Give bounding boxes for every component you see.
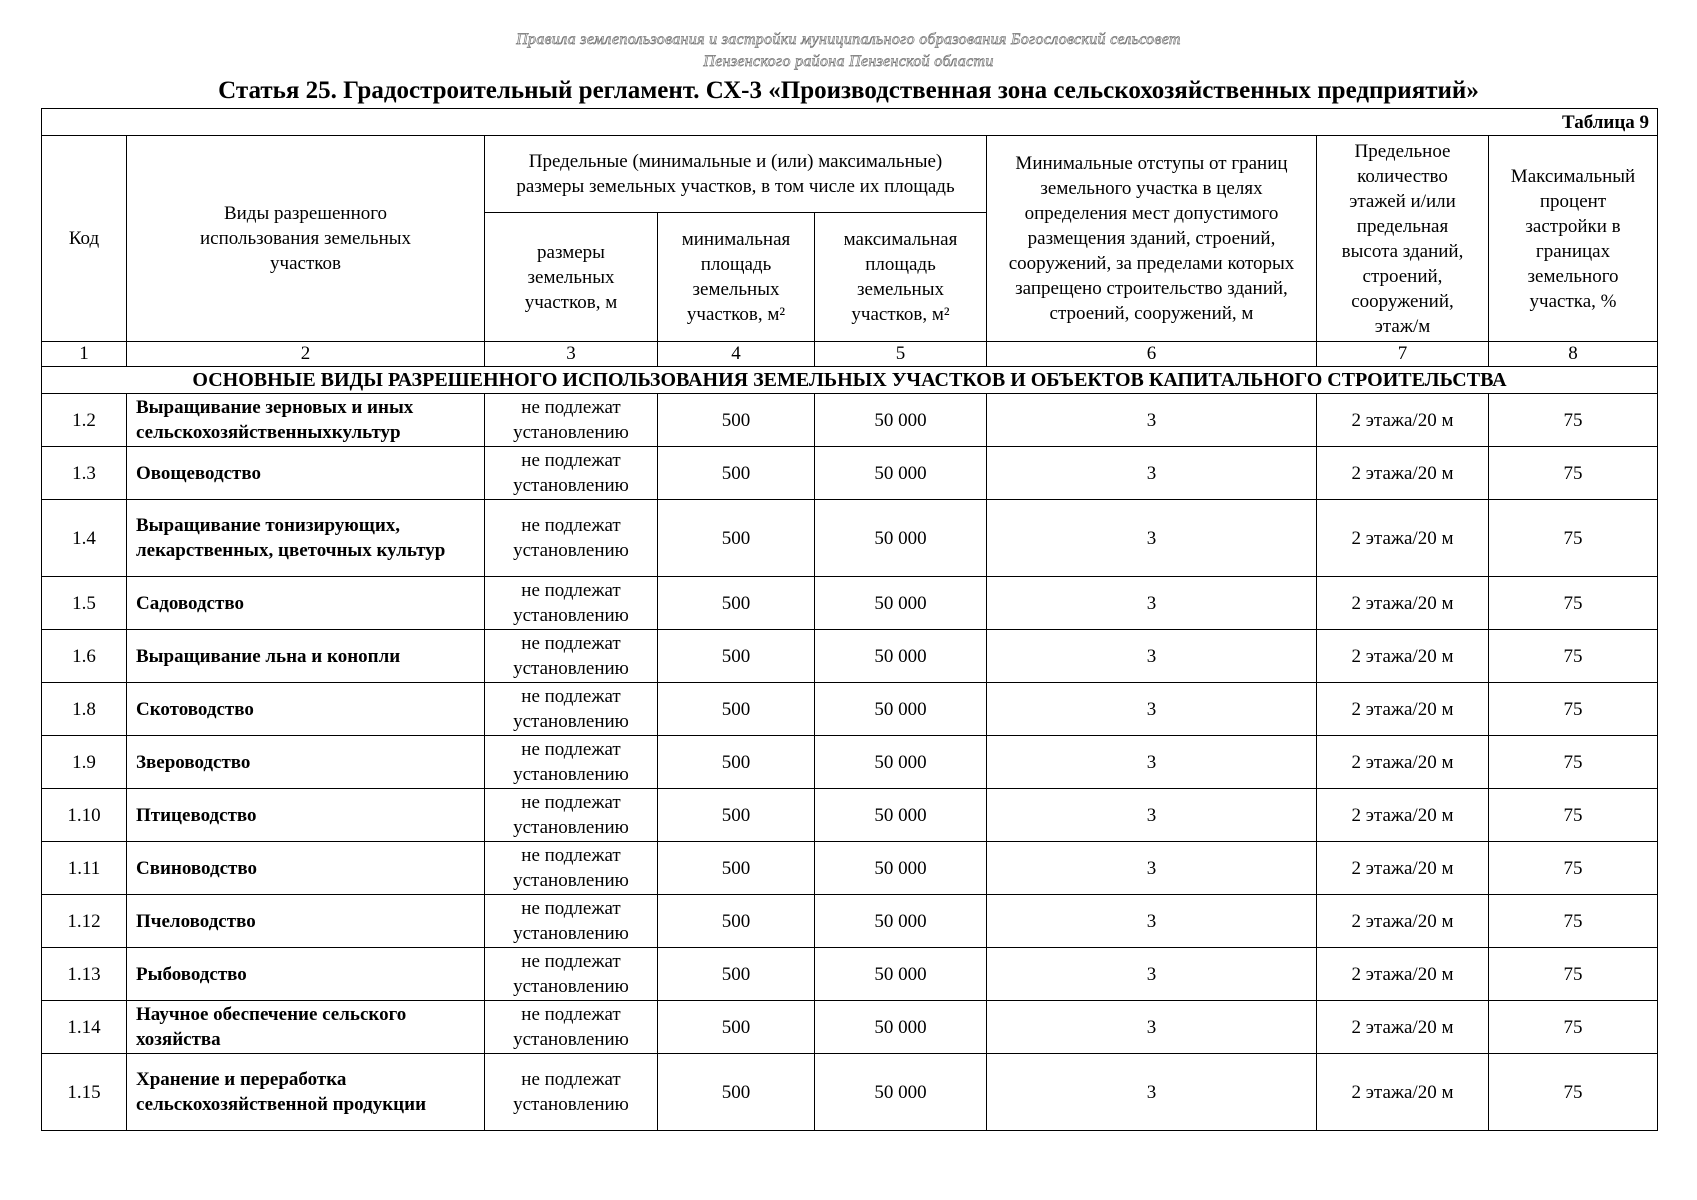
cell-coverage: 75	[1489, 842, 1658, 895]
cell-kind: Рыбоводство	[127, 948, 485, 1001]
cell-code: 1.5	[42, 577, 127, 630]
cell-max-area: 50 000	[815, 1054, 987, 1131]
cell-coverage: 75	[1489, 447, 1658, 500]
header-note-line-1: Правила землепользования и застройки муниципального образования Богословский сельсовет	[516, 31, 1181, 48]
cell-kind: Научное обеспечение сельского хозяйства	[127, 1001, 485, 1054]
cell-min-area: 500	[658, 683, 815, 736]
cell-coverage: 75	[1489, 630, 1658, 683]
table-row	[42, 447, 1658, 500]
column-number: 2	[127, 342, 485, 367]
cell-floors: 2 этажа/20 м	[1317, 630, 1489, 683]
cell-floors: 2 этажа/20 м	[1317, 895, 1489, 948]
column-numbers-row	[42, 342, 1658, 367]
cell-sizes: не подлежат установлению	[485, 1054, 658, 1131]
cell-min-area: 500	[658, 1054, 815, 1131]
cell-coverage: 75	[1489, 789, 1658, 842]
table-row	[42, 948, 1658, 1001]
cell-kind: Птицеводство	[127, 789, 485, 842]
cell-setback: 3	[987, 394, 1317, 447]
header-limits-group: Предельные (минимальные и (или) максимальные) размеры земельных участков, в том числе их площадь	[485, 136, 987, 213]
cell-min-area: 500	[658, 842, 815, 895]
column-number: 5	[815, 342, 987, 367]
cell-sizes: не подлежат установлению	[485, 1001, 658, 1054]
table-row	[42, 577, 1658, 630]
cell-sizes: не подлежат установлению	[485, 447, 658, 500]
cell-max-area: 50 000	[815, 895, 987, 948]
cell-sizes: не подлежат установлению	[485, 500, 658, 577]
cell-min-area: 500	[658, 789, 815, 842]
table-label: Таблица 9	[42, 109, 1658, 136]
header-coverage: Максимальный процент застройки в границах земельного участка, %	[1489, 136, 1658, 342]
cell-floors: 2 этажа/20 м	[1317, 447, 1489, 500]
cell-coverage: 75	[1489, 1054, 1658, 1131]
cell-min-area: 500	[658, 948, 815, 1001]
cell-floors: 2 этажа/20 м	[1317, 577, 1489, 630]
cell-min-area: 500	[658, 630, 815, 683]
cell-kind: Звероводство	[127, 736, 485, 789]
cell-min-area: 500	[658, 895, 815, 948]
cell-code: 1.3	[42, 447, 127, 500]
cell-code: 1.10	[42, 789, 127, 842]
cell-floors: 2 этажа/20 м	[1317, 683, 1489, 736]
cell-setback: 3	[987, 500, 1317, 577]
cell-floors: 2 этажа/20 м	[1317, 736, 1489, 789]
cell-floors: 2 этажа/20 м	[1317, 842, 1489, 895]
column-number: 6	[987, 342, 1317, 367]
cell-setback: 3	[987, 1054, 1317, 1131]
cell-min-area: 500	[658, 500, 815, 577]
cell-setback: 3	[987, 577, 1317, 630]
cell-floors: 2 этажа/20 м	[1317, 500, 1489, 577]
cell-setback: 3	[987, 630, 1317, 683]
cell-kind: Хранение и переработка сельскохозяйственной продукции	[127, 1054, 485, 1131]
cell-min-area: 500	[658, 394, 815, 447]
cell-max-area: 50 000	[815, 948, 987, 1001]
cell-kind: Садоводство	[127, 577, 485, 630]
cell-setback: 3	[987, 683, 1317, 736]
cell-code: 1.13	[42, 948, 127, 1001]
cell-sizes: не подлежат установлению	[485, 683, 658, 736]
table-row	[42, 683, 1658, 736]
table-row	[42, 789, 1658, 842]
table-row	[42, 500, 1658, 577]
regulation-table	[41, 108, 1658, 1131]
cell-coverage: 75	[1489, 895, 1658, 948]
header-code: Код	[42, 136, 127, 342]
cell-max-area: 50 000	[815, 630, 987, 683]
cell-sizes: не подлежат установлению	[485, 895, 658, 948]
cell-code: 1.8	[42, 683, 127, 736]
cell-code: 1.14	[42, 1001, 127, 1054]
cell-sizes: не подлежат установлению	[485, 577, 658, 630]
column-number: 8	[1489, 342, 1658, 367]
cell-max-area: 50 000	[815, 1001, 987, 1054]
cell-kind: Овощеводство	[127, 447, 485, 500]
cell-min-area: 500	[658, 447, 815, 500]
cell-kind: Выращивание тонизирующих, лекарственных, цветочных культур	[127, 500, 485, 577]
table-row	[42, 1001, 1658, 1054]
table-row	[42, 1054, 1658, 1131]
header-kind: Виды разрешенного использования земельных участков	[127, 136, 485, 342]
cell-floors: 2 этажа/20 м	[1317, 948, 1489, 1001]
header-floors: Предельное количество этажей и/или предельная высота зданий, строений, сооружений, этаж/м	[1317, 136, 1489, 342]
cell-max-area: 50 000	[815, 683, 987, 736]
cell-code: 1.4	[42, 500, 127, 577]
table-row	[42, 630, 1658, 683]
cell-min-area: 500	[658, 577, 815, 630]
table-row	[42, 394, 1658, 447]
cell-setback: 3	[987, 842, 1317, 895]
cell-setback: 3	[987, 447, 1317, 500]
table-row	[42, 895, 1658, 948]
cell-setback: 3	[987, 1001, 1317, 1054]
cell-min-area: 500	[658, 1001, 815, 1054]
cell-floors: 2 этажа/20 м	[1317, 789, 1489, 842]
column-number: 3	[485, 342, 658, 367]
cell-max-area: 50 000	[815, 842, 987, 895]
header-note-line-2: Пензенского района Пензенской области	[703, 53, 994, 70]
cell-sizes: не подлежат установлению	[485, 394, 658, 447]
cell-max-area: 50 000	[815, 447, 987, 500]
cell-setback: 3	[987, 895, 1317, 948]
header-min-area: минимальная площадь земельных участков, м²	[658, 213, 815, 342]
cell-max-area: 50 000	[815, 789, 987, 842]
cell-coverage: 75	[1489, 683, 1658, 736]
page-title: Статья 25. Градостроительный регламент. СХ-3 «Производственная зона сельскохозяйственных предприятий»	[218, 77, 1479, 104]
cell-sizes: не подлежат установлению	[485, 736, 658, 789]
table-row	[42, 736, 1658, 789]
column-number: 1	[42, 342, 127, 367]
cell-code: 1.6	[42, 630, 127, 683]
column-number: 7	[1317, 342, 1489, 367]
cell-code: 1.11	[42, 842, 127, 895]
table-row	[42, 842, 1658, 895]
cell-kind: Свиноводство	[127, 842, 485, 895]
cell-kind: Выращивание зерновых и иных сельскохозяйственныхкультур	[127, 394, 485, 447]
cell-code: 1.9	[42, 736, 127, 789]
cell-coverage: 75	[1489, 948, 1658, 1001]
cell-kind: Пчеловодство	[127, 895, 485, 948]
cell-setback: 3	[987, 736, 1317, 789]
cell-setback: 3	[987, 789, 1317, 842]
cell-min-area: 500	[658, 736, 815, 789]
cell-coverage: 75	[1489, 1001, 1658, 1054]
cell-setback: 3	[987, 948, 1317, 1001]
cell-kind: Скотоводство	[127, 683, 485, 736]
cell-code: 1.12	[42, 895, 127, 948]
cell-max-area: 50 000	[815, 394, 987, 447]
section-title: ОСНОВНЫЕ ВИДЫ РАЗРЕШЕННОГО ИСПОЛЬЗОВАНИЯ ЗЕМЕЛЬНЫХ УЧАСТКОВ И ОБЪЕКТОВ КАПИТАЛЬНОГО СТРОИТЕЛЬСТВА	[42, 367, 1658, 394]
cell-coverage: 75	[1489, 577, 1658, 630]
cell-coverage: 75	[1489, 394, 1658, 447]
cell-max-area: 50 000	[815, 577, 987, 630]
cell-code: 1.2	[42, 394, 127, 447]
cell-coverage: 75	[1489, 500, 1658, 577]
header-setbacks: Минимальные отступы от границ земельного участка в целях определения мест допустимого размещения зданий, строений, сооружений, за пределами которых запрещено строительство зданий, строений, сооружений, м	[987, 136, 1317, 342]
cell-max-area: 50 000	[815, 500, 987, 577]
cell-coverage: 75	[1489, 736, 1658, 789]
cell-sizes: не подлежат установлению	[485, 789, 658, 842]
cell-sizes: не подлежат установлению	[485, 630, 658, 683]
cell-floors: 2 этажа/20 м	[1317, 1054, 1489, 1131]
cell-sizes: не подлежат установлению	[485, 842, 658, 895]
header-max-area: максимальная площадь земельных участков, м²	[815, 213, 987, 342]
cell-kind: Выращивание льна и конопли	[127, 630, 485, 683]
cell-floors: 2 этажа/20 м	[1317, 394, 1489, 447]
header-sizes: размеры земельных участков, м	[485, 213, 658, 342]
cell-floors: 2 этажа/20 м	[1317, 1001, 1489, 1054]
cell-max-area: 50 000	[815, 736, 987, 789]
cell-code: 1.15	[42, 1054, 127, 1131]
column-number: 4	[658, 342, 815, 367]
cell-sizes: не подлежат установлению	[485, 948, 658, 1001]
